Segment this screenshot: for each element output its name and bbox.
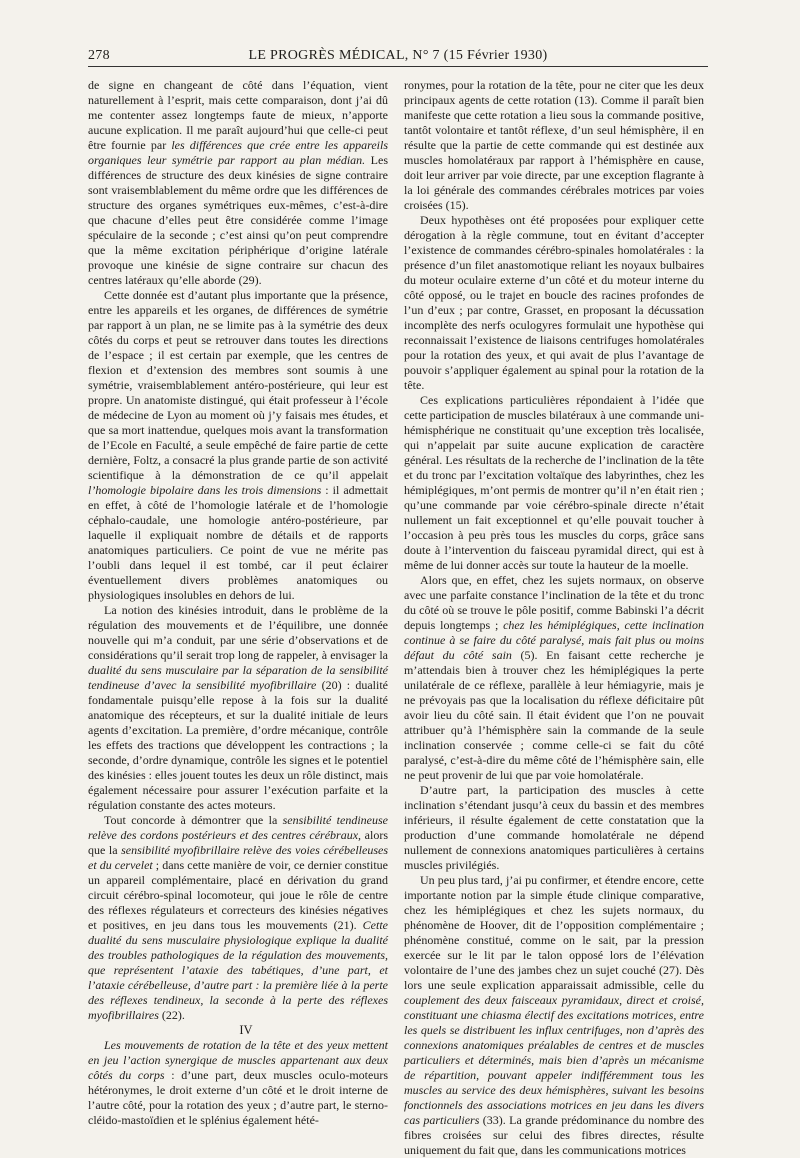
paragraph: D’autre part, la participation des muscles à cette inclination s’étendant jusqu’à ceux du bassin et des membres inférieurs, il résulte également de cette constatation que la production d’une commande homolatérale ne dépend nullement de connexions anatomiques particulières à certains muscles privilégiés. xyxy=(404,783,704,872)
right-column xyxy=(404,78,704,1158)
running-header xyxy=(88,44,708,67)
paragraph: Ces explications particulières répondaient à l’idée que cette participation de muscles bilatéraux à une commande uni-hémisphérique ne constituait qu’une exception très localisée, qui n’appelait par suite aucune explication de caractère général. Les résultats de la recherche de l’inclination de la tête et du tronc par l’excitation voltaïque des labyrinthes, chez les hémiplégiques, m’ont permis de montrer qu’il n’en était rien ; qu’une commande par voie cérébro-spinale directe n’était nullement un fait exceptionnel et qu’elle pouvait toucher à l’occasion à peu près tous les muscles du corps, grâce sans doute à l’intervention du faisceau pyramidal direct, qui est à même de lui donner accès sur toute la hauteur de la moelle. xyxy=(404,393,704,572)
paragraph: de signe en changeant de côté dans l’équation, vient naturellement à l’esprit, mais cette comparaison, dont j’ai dû me contenter assez longtemps faute de mieux, n’apporte aucune explication. Il me paraît aujourd’hui que celle-ci peut être fournie par les différences que crée entre les appareils organiques leur symétrie par rapport au plan médian. Les différences de structure des deux kinésies de signe contraire sont vraisemblablement du même ordre que les différences de structure des organes symétriques eux-mêmes, c’est-à-dire que chacune d’elles peut être considérée comme l’image spéculaire de la seconde ; c’est ainsi qu’on peut comprendre que la même excitation périphérique d’origine latérale provoque une kinésie de signe contraire sur chacun des centres latéraux qu’elle aborde (29). xyxy=(88,78,388,287)
paragraph: Deux hypothèses ont été proposées pour expliquer cette dérogation à la règle commune, tout en évitant d’accepter l’existence de commandes cérébro-spinales homolatérales : la présence d’un filet anastomotique reliant les noyaux bulbaires du moteur oculaire externe d’un côté et du moteur interne du côté opposé, ou le trajet en boucle des racines profondes de l’un d’eux ; par contre, Grasset, en proposant la décussation incomplète des nerfs oculogyres formulait une hypothèse qui reconnaissait l’existence de liaisons centrifuges homolatérales pour la rotation des yeux, et qui avait de plus l’avantage de pouvoir s’appliquer également au spinal pour la rotation de la tête. xyxy=(404,213,704,392)
running-title: LE PROGRÈS MÉDICAL, N° 7 (15 Février 1930) xyxy=(248,48,548,63)
paragraph: Cette donnée est d’autant plus importante que la présence, entre les appareils et les organes, de différences de symétrie par rapport à un plan, ne se limite pas à la symétrie des deux côtés du corps et peut se retrouver dans toutes les directions de l’espace ; il est certain par exemple, que les centres de flexion et d’extension des membres sont soumis à une symétrie, vraisemblablement antéro-postérieure, qui leur est propre. Un anatomiste distingué, qui était professeur à l’école de médecine de Lyon au moment où j’y faisais mes études, et que sa mort inattendue, quelques mois avant la transformation de l’Ecole en Faculté, a seule empêché de faire partie de cette dernière, Foltz, a consacré la plus grande partie de son activité scientifique à la démonstration de ce qu’il appelait l’homologie bipolaire dans les trois dimensions : il admettait en effet, à côté de l’homologie latérale et de l’homologie céphalo-caudale, une homologie antéro-postérieure, par laquelle il expliquait nombre de détails et de rapports anatomiques particuliers. Ce point de vue ne mérite pas l’oubli dans lequel il est tombé, car il peut éclairer éventuellement divers problèmes anatomiques ou physiologiques insolubles en dehors de lui. xyxy=(88,288,389,602)
left-column xyxy=(88,78,388,1128)
paragraph: Tout concorde à démontrer que la sensibilité tendineuse relève des cordons postérieurs et des centres cérébraux, alors que la sensibilité myofibrillaire relève des voies cérébelleuses et du cervelet ; dans cette manière de voir, ce dernier constitue un appareil complémentaire, placé en dérivation du grand circuit cérébro-spinal locomoteur, qui joue le rôle de centre des réflexes régulateurs et correcteurs des kinésies négatives et positives, en jeu dans tous les mouvements (21). Cette dualité du sens musculaire physiologique explique la dualité des troubles pathologiques de la régulation des mouvements, que représentent l’ataxie des tabétiques, d’une part, et l’ataxie cérébelleuse, d’autre part : la première liée à la perte des réflexes tendineux, la seconde à la perte des réflexes myofibrillaires (22). xyxy=(88,813,388,1022)
page-number: 278 xyxy=(88,48,110,63)
paragraph: ronymes, pour la rotation de la tête, pour ne citer que les deux principaux agents de cette rotation (13). Comme il paraît bien manifeste que cette rotation a lieu sous la commande positive, tantôt volontaire et tantôt réflexe, d’un seul hémisphère, il en résulte que la partie de cette commande qui est destinée aux muscles homolatéraux par rapport à l’hémisphère en cause, doit leur arriver par voie directe, par une exception flagrante à la loi générale des commandes cérébrales motrices par voies croisées (15). xyxy=(404,78,704,212)
paragraph: La notion des kinésies introduit, dans le problème de la régulation des mouvements et de l’équilibre, une donnée nouvelle qui m’a conduit, par une série d’observations et de considérations qu’il serait trop long de rappeler, à envisager la dualité du sens musculaire par la séparation de la sensibilité tendineuse d’avec la sensibilité myofibrillaire (20) : dualité fondamentale puisqu’elle repose à la fois sur la dualité anatomique des récepteurs, et sur la dualité initiale de leurs agents d’excitation. La première, d’ordre mécanique, contrôle les effets des tractions que développent les contractions ; la seconde, d’ordre dynamique, contrôle les signes et le potentiel des kinésies : elles jouent toutes les deux un rôle distinct, mais également nécessaire pour assurer l’exécution parfaite et la régulation constante des actes moteurs. xyxy=(88,603,388,812)
paragraph: Alors que, en effet, chez les sujets normaux, on observe avec une parfaite constance l’inclination de la tête et du tronc du côté où se trouve le pôle positif, comme Babinski l’a décrit depuis longtemps ; chez les hémiplégiques, cette inclination continue à se faire du côté paralysé, mais fait plus ou moins défaut du côté sain (5). En faisant cette recherche je m’attendais bien à trouver chez les hémiplégiques la perte unilatérale de ce réflexe, parallèle à leur hémiagyrie, mais je ne prévoyais pas que la localisation du réflexe déficitaire pût avoir lieu du côté sain. Il était évident que l’on ne pouvait attribuer qu’à l’hémisphère sain la commande de la seule inclination conservée ; comme celle-ci se fait du côté paralysé, c’est-à-dire du même côté de l’hémisphère sain, elle ne peut provenir de lui que par voie homolatérale. xyxy=(404,573,704,782)
paragraph: Les mouvements de rotation de la tête et des yeux mettent en jeu l’action synergique de muscles appartenant aux deux côtés du corps : d’une part, deux muscles oculo-moteurs hétéronymes, le droit externe d’un côté et le droit interne de l’autre côté, pour la rotation des yeux ; d’autre part, le sterno-cléido-mastoïdien et le splénius également hété- xyxy=(88,1038,388,1127)
paragraph: Un peu plus tard, j’ai pu confirmer, et étendre encore, cette importante notion par la simple étude clinique comparative, chez les hémiplégiques et chez les sujets normaux, du phénomène de Hoover, dit de l’opposition complémentaire ; phénomène constitué, comme on le sait, par la pression exercée sur le lit par le talon opposé lors de l’élévation volontaire de l’une des jambes chez un sujet couché (27). Dès lors une seule explication apparaissait admissible, celle du couplement des deux faisceaux pyramidaux, direct et croisé, constituant une chiasma électif des excitations motrices, entre les quels se distribuent les influx centrifuges, non d’après des connexions anatomiques préalables de centres et de muscles particuliers et déterminés, mais bien d’après un mécanisme de répartition, pouvant appeler indifféremment tous les muscles au service des deux hémisphères, suivant les besoins fonctionnels des associations motrices en jeu dans les divers cas particuliers (33). La grande prédominance du nombre des fibres croisées sur celui des fibres directes, résulte uniquement du fait que, dans les communications motrices xyxy=(404,873,705,1157)
section-heading: IV xyxy=(239,1023,253,1037)
